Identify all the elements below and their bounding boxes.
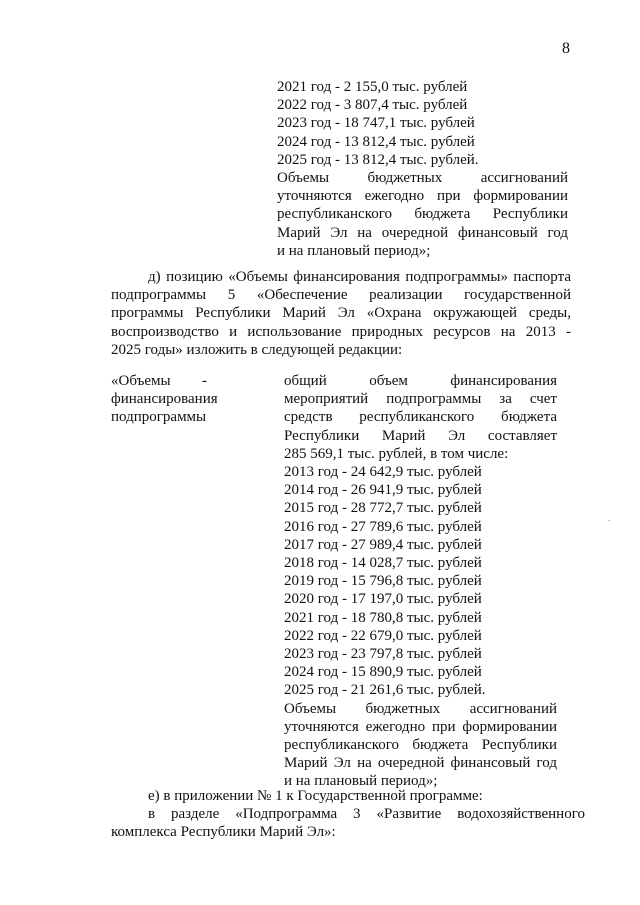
note-line: республиканского бюджета Республики xyxy=(284,737,557,754)
value-line: 285 569,1 тыс. рублей, в том числе: xyxy=(284,445,509,462)
year-line: 2022 год - 22 679,0 тыс. рублей xyxy=(284,627,482,644)
funding-label-line: «Объемы xyxy=(111,373,171,389)
year-line: 2021 год - 2 155,0 тыс. рублей xyxy=(277,79,468,95)
funding-label-line: подпрограммы xyxy=(111,409,207,426)
paragraph-line: программы Республики Марий Эл «Охрана окружающей среды, xyxy=(111,305,571,322)
value-line: мероприятий подпрограммы за счет xyxy=(284,391,557,408)
note-line: Марий Эл на очередной финансовый год xyxy=(284,755,557,772)
note-line: Объемы бюджетных ассигнований xyxy=(284,700,557,717)
year-line: 2024 год - 15 890,9 тыс. рублей xyxy=(284,664,482,681)
note-line: и на плановый период»; xyxy=(284,773,438,790)
year-line: 2021 год - 18 780,8 тыс. рублей xyxy=(284,609,482,626)
value-line: общий объем финансирования xyxy=(284,373,557,389)
note-line: уточняются ежегодно при формировании xyxy=(277,188,568,205)
year-line: 2023 год - 23 797,8 тыс. рублей xyxy=(284,646,482,663)
note-line: Объемы бюджетных ассигнований xyxy=(277,170,568,187)
funding-label-column xyxy=(111,372,218,427)
value-line: Республики Марий Эл составляет xyxy=(284,427,557,444)
paragraph-line: подпрограммы 5 «Обеспечение реализации государственной xyxy=(111,287,571,304)
year-line: 2019 год - 15 796,8 тыс. рублей xyxy=(284,573,482,590)
year-line: 2023 год - 18 747,1 тыс. рублей xyxy=(277,115,475,132)
paragraph-line: д) позицию «Объемы финансирования подпрограммы» паспорта xyxy=(148,269,571,285)
paragraph-line: е) в приложении № 1 к Государственной программе: xyxy=(148,788,483,804)
note-line: республиканского бюджета Республики xyxy=(277,206,568,223)
paragraph-d xyxy=(111,268,571,359)
paragraph-e xyxy=(111,787,585,842)
funding-value-column xyxy=(284,372,557,791)
top-funding-block xyxy=(277,78,568,260)
note-line: и на плановый период»; xyxy=(277,242,431,259)
year-line: 2018 год - 14 028,7 тыс. рублей xyxy=(284,555,482,572)
year-line: 2017 год - 27 989,4 тыс. рублей xyxy=(284,536,482,553)
year-line: 2024 год - 13 812,4 тыс. рублей xyxy=(277,133,475,150)
year-line: 2015 год - 28 772,7 тыс. рублей xyxy=(284,500,482,517)
paragraph-line: 2025 годы» изложить в следующей редакции: xyxy=(111,341,403,358)
note-line: Марий Эл на очередной финансовый год xyxy=(277,224,568,241)
funding-label-line: финансирования xyxy=(111,391,218,408)
year-line: 2022 год - 3 807,4 тыс. рублей xyxy=(277,97,468,114)
year-line: 2025 год - 21 261,6 тыс. рублей. xyxy=(284,682,486,699)
scan-speck xyxy=(608,520,610,521)
year-line: 2016 год - 27 789,6 тыс. рублей xyxy=(284,518,482,535)
value-line: средств республиканского бюджета xyxy=(284,409,557,426)
page-number: 8 xyxy=(562,40,570,57)
note-line: уточняются ежегодно при формировании xyxy=(284,718,557,735)
year-line: 2020 год - 17 197,0 тыс. рублей xyxy=(284,591,482,608)
year-line: 2014 год - 26 941,9 тыс. рублей xyxy=(284,482,482,499)
paragraph-line: комплекса Республики Марий Эл»: xyxy=(111,824,336,841)
year-line: 2013 год - 24 642,9 тыс. рублей xyxy=(284,464,482,481)
year-line: 2025 год - 13 812,4 тыс. рублей. xyxy=(277,151,479,168)
paragraph-line: воспроизводство и использование природных ресурсов на 2013 - xyxy=(111,323,571,340)
paragraph-line: в разделе «Подпрограмма 3 «Развитие водохозяйственного xyxy=(148,806,585,823)
label-dash: - xyxy=(202,373,207,389)
